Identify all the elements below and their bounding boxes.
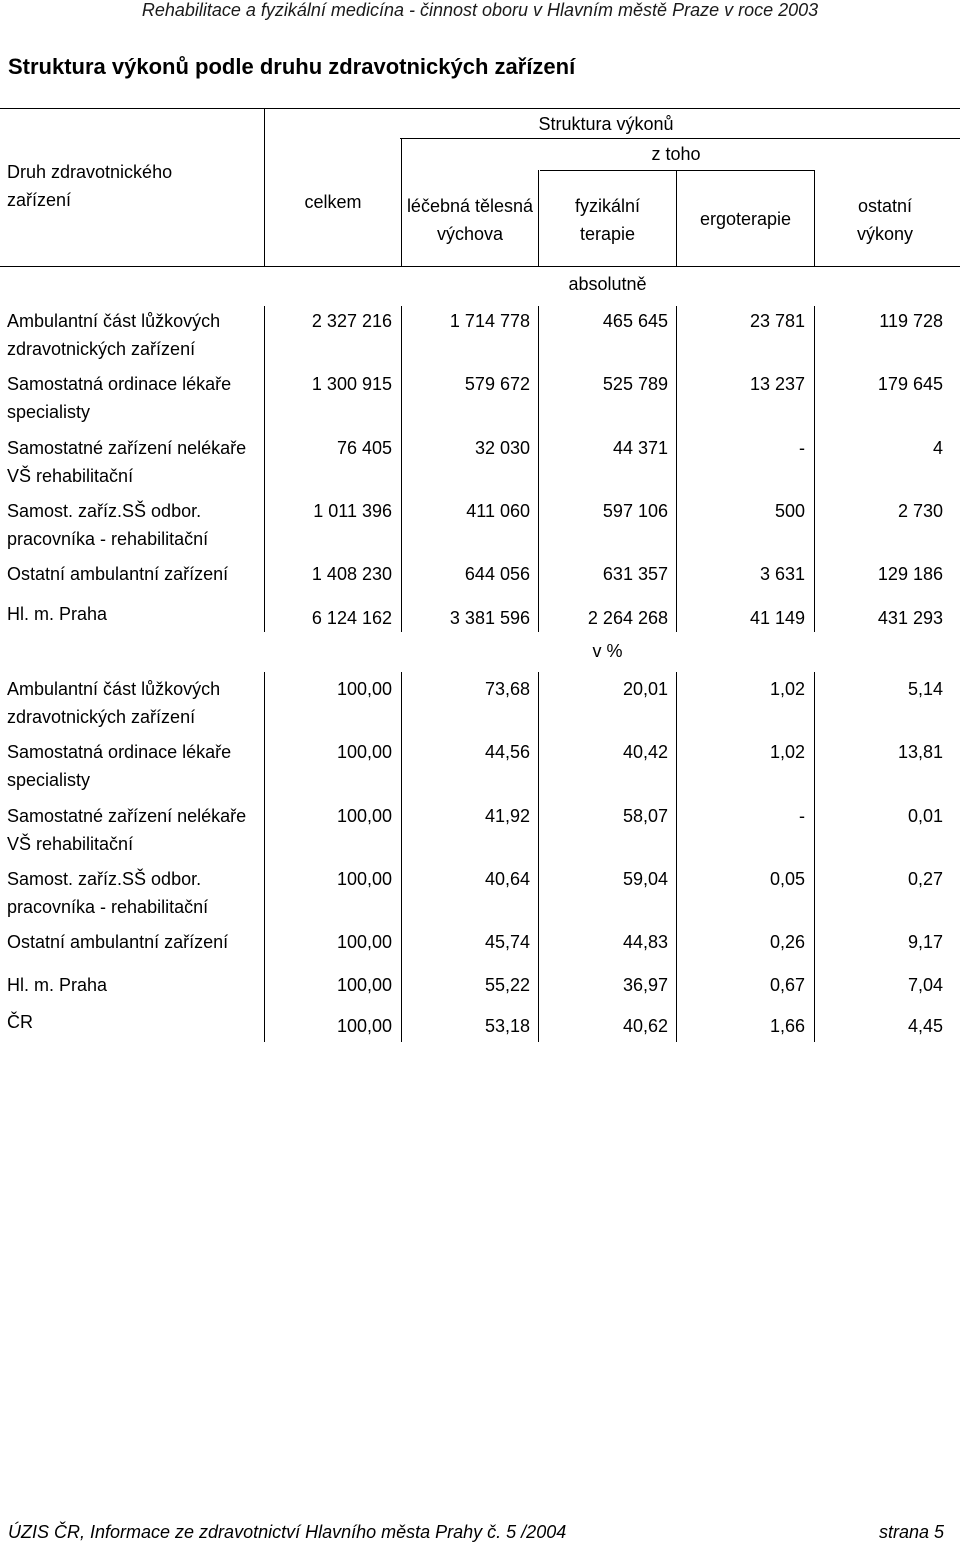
col-header-fyzikalni-2: terapie [579, 224, 636, 244]
row-label: Ambulantní část lůžkových [7, 311, 221, 331]
row-label-cont: specialisty [7, 402, 91, 422]
row-label-cont: zdravotnických zařízení [7, 339, 196, 359]
row-label-cont: VŠ rehabilitační [7, 834, 134, 854]
cell-celkem: 76 405 [336, 438, 392, 458]
col-header-ostatni-1: ostatní [857, 196, 913, 216]
cell-fyzikalni: 465 645 [602, 311, 668, 331]
section-label-percent: v % [592, 641, 623, 661]
cell-lecebna: 55,22 [484, 975, 530, 995]
cell-ostatni: 0,01 [907, 806, 943, 826]
cell-lecebna: 53,18 [484, 1016, 530, 1036]
cell-lecebna: 644 056 [464, 564, 530, 584]
col-sep-pct-2 [401, 672, 402, 1042]
cell-fyzikalni: 58,07 [622, 806, 668, 826]
cell-lecebna: 45,74 [484, 932, 530, 952]
cell-ostatni: 9,17 [907, 932, 943, 952]
subgroup-header: z toho [651, 144, 701, 164]
group-header: Struktura výkonů [538, 114, 674, 134]
cell-ostatni: 4 [932, 438, 943, 458]
cell-ergoterapie: 0,26 [769, 932, 805, 952]
cell-celkem: 1 011 396 [313, 501, 392, 521]
cell-ostatni: 4,45 [907, 1016, 943, 1036]
cell-celkem: 1 300 915 [311, 374, 392, 394]
col-sep-header-1 [264, 108, 265, 266]
row-label: ČR [7, 1012, 33, 1032]
row-label: Samost. zaříz.SŠ odbor. [7, 869, 202, 889]
row-label: Samostatná ordinace lékaře [7, 742, 232, 762]
page-title: Struktura výkonů podle druhu zdravotnických zařízení [8, 54, 576, 79]
footer-source: ÚZIS ČR, Informace ze zdravotnictví Hlavního města Prahy č. 5 /2004 [8, 1522, 567, 1542]
cell-fyzikalni: 44 371 [612, 438, 668, 458]
cell-ergoterapie: 23 781 [749, 311, 805, 331]
cell-lecebna: 579 672 [464, 374, 530, 394]
row-label: Samostatná ordinace lékaře [7, 374, 232, 394]
table-top-rule [0, 108, 960, 109]
col-header-celkem: celkem [304, 192, 362, 212]
cell-fyzikalni: 631 357 [602, 564, 668, 584]
cell-celkem: 100,00 [336, 679, 392, 699]
cell-fyzikalni: 36,97 [622, 975, 668, 995]
col-sep-pct-5 [814, 672, 815, 1042]
row-label-cont: pracovníka - rehabilitační [7, 897, 209, 917]
cell-fyzikalni: 525 789 [602, 374, 668, 394]
cell-ostatni: 0,27 [907, 869, 943, 889]
cell-fyzikalni: 44,83 [622, 932, 668, 952]
cell-lecebna: 73,68 [484, 679, 530, 699]
cell-ostatni: 13,81 [897, 742, 943, 762]
cell-fyzikalni: 40,62 [622, 1016, 668, 1036]
subgroup-header-rule [540, 170, 815, 171]
cell-celkem: 100,00 [336, 975, 392, 995]
row-label-cont: VŠ rehabilitační [7, 466, 134, 486]
col-sep-body-5 [814, 306, 815, 632]
col-sep-body-3 [538, 306, 539, 632]
cell-fyzikalni: 40,42 [622, 742, 668, 762]
cell-lecebna: 40,64 [484, 869, 530, 889]
cell-fyzikalni: 59,04 [622, 869, 668, 889]
col-header-ergoterapie: ergoterapie [699, 209, 792, 229]
cell-ergoterapie: 3 631 [759, 564, 805, 584]
cell-celkem: 100,00 [336, 806, 392, 826]
cell-ergoterapie: 1,02 [769, 742, 805, 762]
cell-celkem: 100,00 [336, 742, 392, 762]
cell-lecebna: 41,92 [484, 806, 530, 826]
cell-ergoterapie: 1,02 [769, 679, 805, 699]
cell-celkem: 100,00 [336, 869, 392, 889]
cell-lecebna: 44,56 [484, 742, 530, 762]
cell-celkem: 100,00 [336, 932, 392, 952]
col-header-lecebna-2: výchova [436, 224, 504, 244]
cell-ergoterapie: 0,67 [769, 975, 805, 995]
row-label: Samostatné zařízení nelékaře [7, 806, 247, 826]
col-header-lecebna-1: léčebná tělesná [406, 196, 534, 216]
section-label-absolute: absolutně [568, 274, 647, 294]
cell-ergoterapie: - [799, 806, 805, 826]
cell-celkem: 2 327 216 [311, 311, 392, 331]
row-label: Samost. zaříz.SŠ odbor. [7, 501, 202, 521]
cell-fyzikalni: 20,01 [622, 679, 668, 699]
row-label: Hl. m. Praha [7, 604, 108, 624]
cell-ostatni: 119 728 [879, 311, 943, 331]
col-sep-body-1 [264, 306, 265, 632]
cell-celkem: 100,00 [336, 1016, 392, 1036]
header-bottom-rule [0, 266, 960, 267]
row-header-line2: zařízení [7, 190, 72, 210]
cell-lecebna: 1 714 778 [449, 311, 530, 331]
cell-ergoterapie: 500 [774, 501, 805, 521]
cell-ostatni: 7,04 [907, 975, 943, 995]
row-label: Ambulantní část lůžkových [7, 679, 221, 699]
row-label-cont: zdravotnických zařízení [7, 707, 196, 727]
cell-ostatni: 5,14 [907, 679, 943, 699]
col-sep-pct-4 [676, 672, 677, 1042]
col-header-ostatni-2: výkony [856, 224, 914, 244]
row-label: Ostatní ambulantní zařízení [7, 564, 229, 584]
row-label: Samostatné zařízení nelékaře [7, 438, 247, 458]
running-header: Rehabilitace a fyzikální medicína - činnost oboru v Hlavním městě Praze v roce 2003 [141, 0, 819, 20]
row-label-cont: specialisty [7, 770, 91, 790]
cell-ostatni: 2 730 [897, 501, 943, 521]
cell-ostatni: 129 186 [877, 564, 943, 584]
cell-fyzikalni: 597 106 [602, 501, 668, 521]
cell-ostatni: 179 645 [877, 374, 943, 394]
cell-lecebna: 32 030 [474, 438, 530, 458]
cell-ergoterapie: 13 237 [749, 374, 805, 394]
cell-celkem: 6 124 162 [311, 608, 392, 628]
row-label-cont: pracovníka - rehabilitační [7, 529, 209, 549]
row-header-line1: Druh zdravotnického [7, 162, 173, 182]
cell-ostatni: 431 293 [877, 608, 943, 628]
col-header-fyzikalni-1: fyzikální [574, 196, 641, 216]
col-sep-body-2 [401, 306, 402, 632]
footer-page-number: strana 5 [878, 1522, 944, 1542]
cell-lecebna: 3 381 596 [449, 608, 530, 628]
group-header-rule [400, 138, 960, 139]
cell-celkem: 1 408 230 [311, 564, 392, 584]
row-label: Hl. m. Praha [7, 975, 108, 995]
row-label: Ostatní ambulantní zařízení [7, 932, 229, 952]
cell-fyzikalni: 2 264 268 [587, 608, 668, 628]
col-sep-pct-3 [538, 672, 539, 1042]
col-sep-pct-1 [264, 672, 265, 1042]
cell-ergoterapie: - [799, 438, 805, 458]
cell-ergoterapie: 41 149 [749, 608, 805, 628]
cell-ergoterapie: 0,05 [769, 869, 805, 889]
col-sep-body-4 [676, 306, 677, 632]
cell-lecebna: 411 060 [466, 501, 530, 521]
cell-ergoterapie: 1,66 [769, 1016, 805, 1036]
